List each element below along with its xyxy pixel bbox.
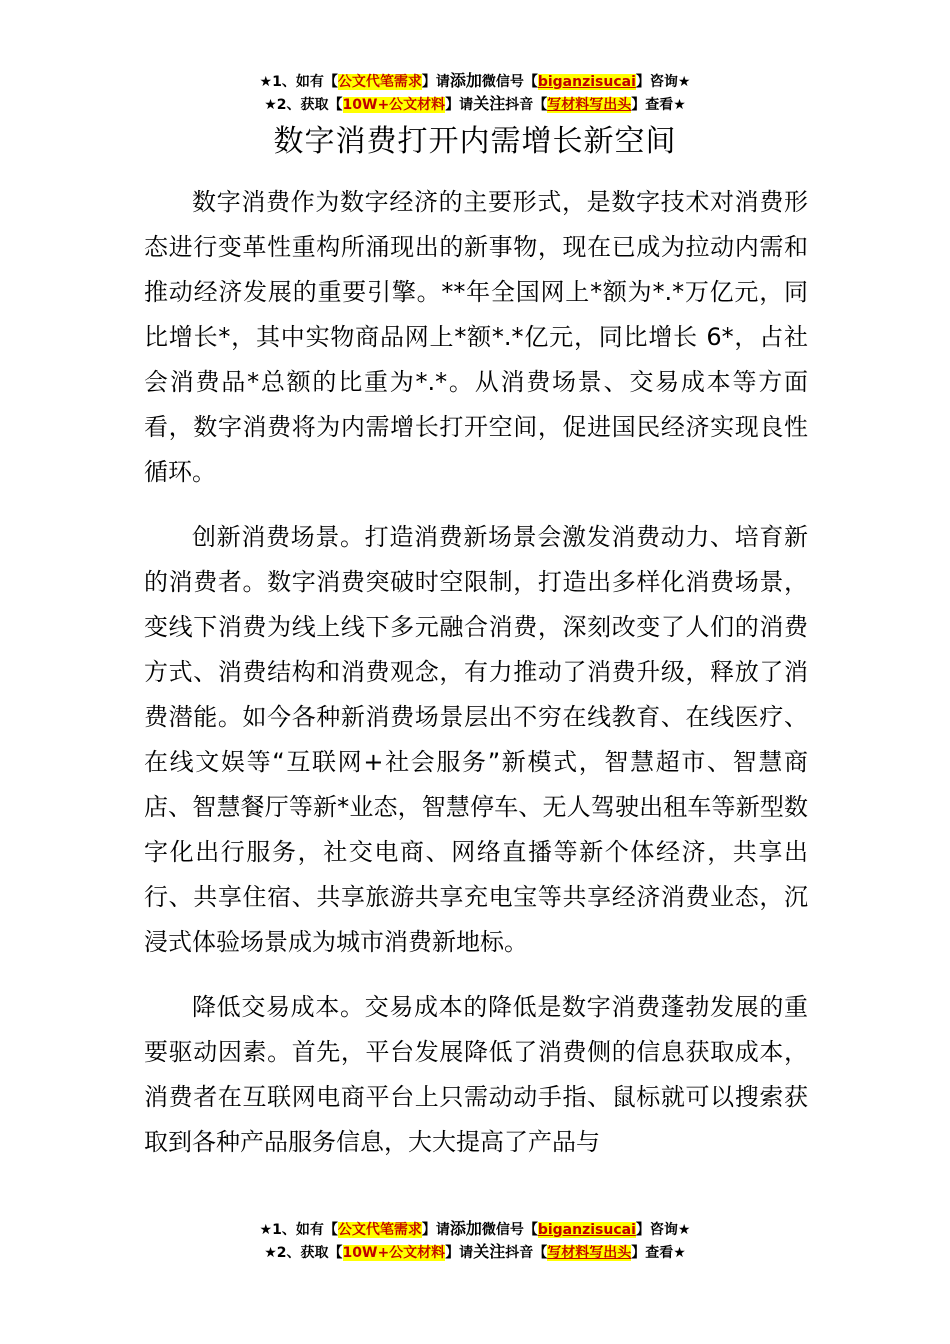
promo-text: 】请 [445, 97, 474, 113]
star-icon: ★ [264, 1245, 277, 1261]
star-icon: ★ [259, 1222, 273, 1238]
promo-emphasis: 关注 [473, 1242, 506, 1261]
promo-emphasis: 添加 [449, 1219, 482, 1238]
promo-text: 2、获取【 [276, 97, 343, 113]
promo-text: 】查看★ [631, 97, 686, 113]
highlight-service: 公文代笔需求 [337, 74, 422, 90]
promo-line-1 [0, 1218, 950, 1241]
highlight-materials: 10W+公文材料 [342, 97, 446, 113]
promo-text: 】咨询★ [635, 74, 691, 90]
highlight-service: 公文代笔需求 [337, 1222, 422, 1238]
highlight-douyin-id: 写材料写出头 [547, 1245, 632, 1261]
promo-banner-bottom [0, 1218, 950, 1264]
document-title: 数字消费打开内需增长新空间 [273, 124, 677, 159]
star-icon: ★ [264, 97, 277, 113]
paragraph: 数字消费作为数字经济的主要形式，是数字技术对消费形态进行变革性重构所涌现出的新事物，现在已成为拉动内需和推动经济发展的重要引擎。**年全国网上*额为*.*万亿元，同比增长*，其中实物商品网上*额*.*亿元，同比增长 6*，占社会消费品*总额的比重为*.*。从消费场景、交易成本等方面看，数字消费将为内需增长打开空间，促进国民经济实现良性循环。 [144, 188, 808, 486]
promo-text: 】请 [421, 1222, 450, 1238]
promo-text: 抖音【 [505, 97, 548, 113]
promo-text: 】请 [421, 74, 450, 90]
promo-text: 微信号【 [481, 1222, 538, 1238]
promo-text: 抖音【 [505, 1245, 548, 1261]
promo-text: 】查看★ [631, 1245, 686, 1261]
highlight-wechat-id: biganzisucai [537, 1222, 636, 1238]
promo-text: 】请 [445, 1245, 474, 1261]
promo-emphasis: 关注 [473, 94, 506, 113]
star-icon: ★ [259, 74, 273, 90]
promo-text: 】咨询★ [635, 1222, 691, 1238]
promo-text: 1、如有【 [272, 1222, 338, 1238]
promo-line-2 [0, 93, 950, 116]
document-body [144, 180, 808, 1185]
promo-banner-top [0, 70, 950, 116]
promo-text: 微信号【 [481, 74, 538, 90]
promo-line-1 [0, 70, 950, 93]
promo-text: 1、如有【 [272, 74, 338, 90]
promo-line-2 [0, 1241, 950, 1264]
highlight-wechat-id: biganzisucai [537, 74, 636, 90]
highlight-materials: 10W+公文材料 [342, 1245, 446, 1261]
paragraph: 降低交易成本。交易成本的降低是数字消费蓬勃发展的重要驱动因素。首先，平台发展降低了消费侧的信息获取成本，消费者在互联网电商平台上只需动动手指、鼠标就可以搜索获取到各种产品服务信息，大大提高了产品与 [144, 993, 808, 1156]
promo-text: 2、获取【 [276, 1245, 343, 1261]
paragraph: 创新消费场景。打造消费新场景会激发消费动力、培育新的消费者。数字消费突破时空限制，打造出多样化消费场景，变线下消费为线上线下多元融合消费，深刻改变了人们的消费方式、消费结构和消费观念，有力推动了消费升级，释放了消费潜能。如今各种新消费场景层出不穷在线教育、在线医疗、在线文娱等“互联网+社会服务”新模式，智慧超市、智慧商店、智慧餐厅等新*业态，智慧停车、无人驾驶出租车等新型数字化出行服务，社交电商、网络直播等新个体经济，共享出行、共享住宿、共享旅游共享充电宝等共享经济消费业态，沉浸式体验场景成为城市消费新地标。 [144, 523, 808, 956]
promo-emphasis: 添加 [449, 71, 482, 90]
highlight-douyin-id: 写材料写出头 [547, 97, 632, 113]
